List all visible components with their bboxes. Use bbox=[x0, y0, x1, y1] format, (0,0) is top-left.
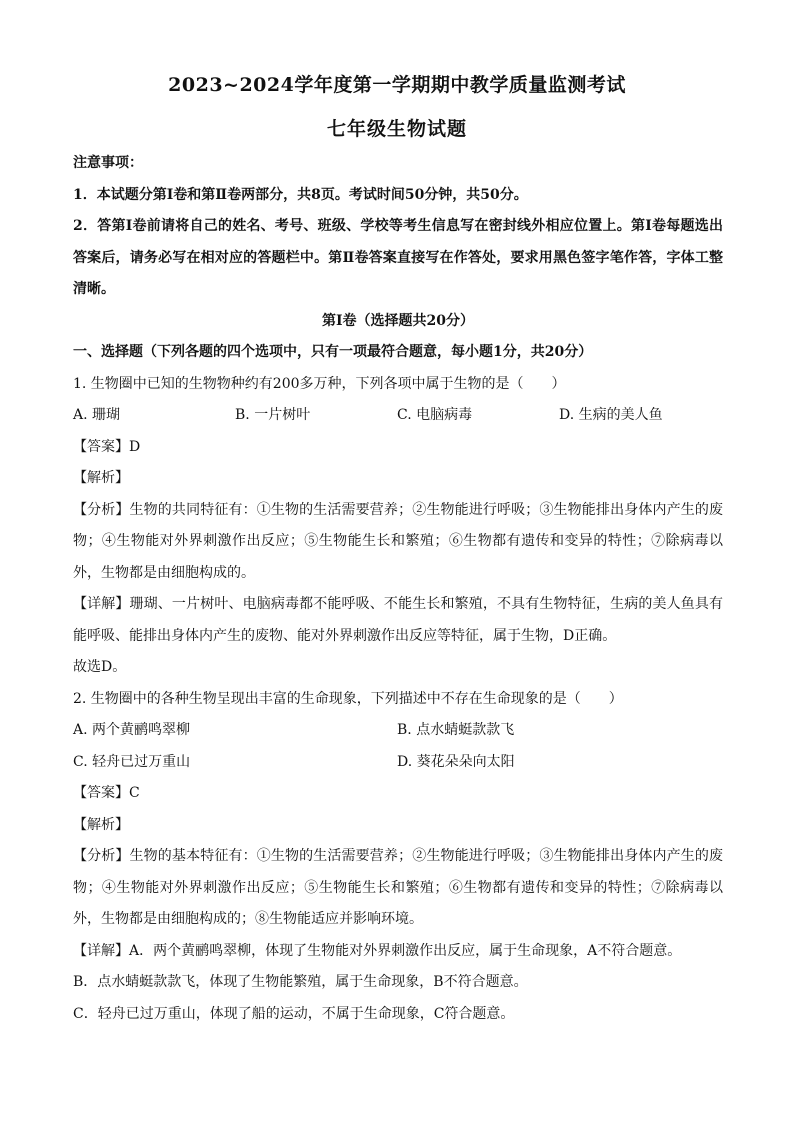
option-b: B. 点水蜻蜓款款飞 bbox=[397, 722, 515, 738]
question-1-xiangjie: 【详解】珊瑚、一片树叶、电脑病毒都不能呼吸、不能生长和繁殖，不具有生物特征，生病的美人鱼具有能呼吸、能排出身体内产生的废物、能对外界刺激作出反应等特征，属于生物，D正确。 bbox=[73, 596, 723, 644]
option-d: D. 生病的美人鱼 bbox=[559, 407, 663, 423]
question-1-answer: 【答案】D bbox=[73, 438, 141, 455]
option-c: C. 轻舟已过万重山 bbox=[73, 753, 191, 770]
exam-subtitle: 七年级生物试题 bbox=[326, 118, 467, 140]
question-2-xiangjie-a: 【详解】A．两个黄鹂鸣翠柳，体现了生物能对外界刺激作出反应，属于生命现象，A不符合题意。 bbox=[73, 942, 682, 959]
question-1-stem: 1. 生物圈中已知的生物物种约有200多万种，下列各项中属于生物的是（ ） bbox=[73, 375, 566, 392]
option-c: C. 电脑病毒 bbox=[397, 407, 473, 423]
question-1-analysis-tag: 【解析】 bbox=[73, 470, 129, 486]
question-2-analysis-tag: 【解析】 bbox=[73, 816, 129, 833]
notice-item-2: 2．答第Ⅰ卷前请将自己的姓名、考号、班级、学校等考生信息写在密封线外相应位置上。第Ⅰ卷每题选出答案后，请务必写在相对应的答题栏中。第Ⅱ卷答案直接写在作答处，要求用黑色签字笔作答，字体工整清晰。 bbox=[73, 218, 723, 297]
question-1-options bbox=[73, 400, 723, 432]
notice-heading: 注意事项： bbox=[73, 155, 143, 171]
question-2-xiangjie-b: B．点水蜻蜓款款飞，体现了生物能繁殖，属于生命现象，B不符合题意。 bbox=[73, 974, 528, 990]
question-1-fenxi: 【分析】生物的共同特征有：①生物的生活需要营养；②生物能进行呼吸；③生物能排出身体内产生的废物；④生物能对外界刺激作出反应；⑤生物能生长和繁殖；⑥生物都有遗传和变异的特性；⑦除病毒以外，生物都是由细胞构成的。 bbox=[73, 501, 723, 581]
question-2-fenxi: 【分析】生物的基本特征有：①生物的生活需要营养；②生物能进行呼吸；③生物能排出身体内产生的废物；④生物能对外界刺激作出反应；⑤生物能生长和繁殖；⑥生物都有遗传和变异的特性；⑦除病毒以外，生物都是由细胞构成的；⑧生物能适应并影响环境。 bbox=[73, 848, 723, 927]
part-instructions: 一、选择题（下列各题的四个选项中，只有一项最符合题意，每小题1分，共20分） bbox=[73, 344, 593, 360]
option-b: B. 一片树叶 bbox=[235, 407, 311, 423]
option-a: A. 两个黄鹂鸣翠柳 bbox=[73, 722, 191, 738]
notice-item-1: 1．本试题分第Ⅰ卷和第Ⅱ卷两部分，共8页。考试时间50分钟，共50分。 bbox=[73, 186, 528, 203]
exam-title: 2023~2024学年度第一学期期中教学质量监测考试 bbox=[168, 74, 626, 96]
question-2-xiangjie-c: C．轻舟已过万重山，体现了船的运动，不属于生命现象，C符合题意。 bbox=[73, 1005, 515, 1022]
option-d: D. 葵花朵朵向太阳 bbox=[397, 753, 515, 770]
question-2-options-row-1 bbox=[73, 715, 723, 747]
document-body bbox=[73, 148, 723, 1030]
question-2-answer: 【答案】C bbox=[73, 785, 140, 801]
question-2-stem: 2. 生物圈中的各种生物呈现出丰富的生命现象，下列描述中不存在生命现象的是（ ） bbox=[73, 690, 623, 707]
section-title: 第Ⅰ卷（选择题共20分） bbox=[321, 312, 475, 329]
option-a: A. 珊瑚 bbox=[73, 407, 121, 423]
question-1-conclusion: 故选D。 bbox=[73, 659, 127, 675]
question-2-options-row-2 bbox=[73, 747, 723, 779]
